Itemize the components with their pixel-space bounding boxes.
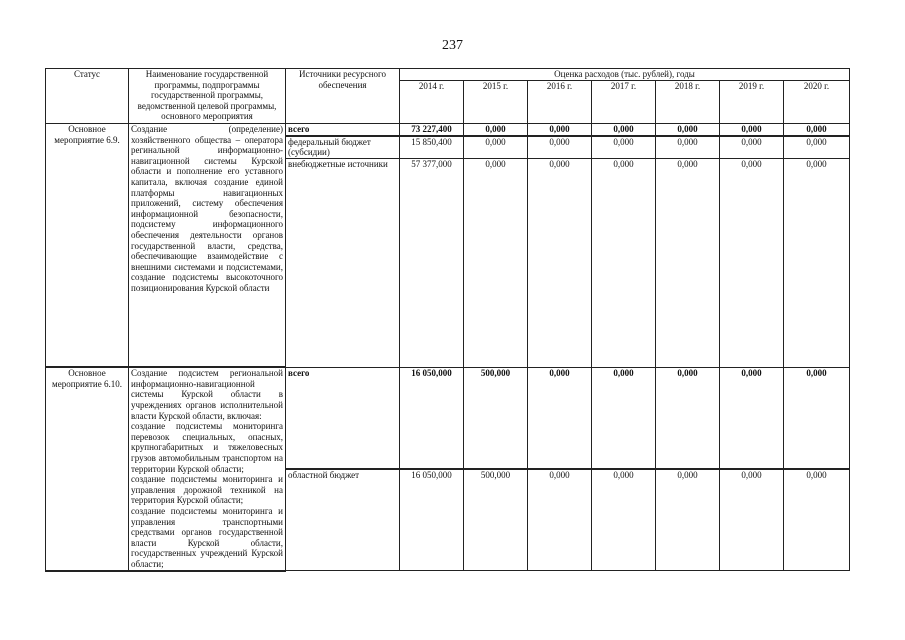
row-value: 73 227,400 xyxy=(400,124,464,136)
description-line: создание подсистемы мониторинга и управления дорожной техникой на территория Курской области; xyxy=(131,474,283,506)
row-source: областной бюджет xyxy=(286,469,400,571)
row-value: 0,000 xyxy=(528,136,592,159)
row-value: 0,000 xyxy=(528,124,592,136)
row-value: 0,000 xyxy=(592,136,656,159)
header-year: 2017 г. xyxy=(592,81,656,124)
row-value: 500,000 xyxy=(464,367,528,469)
row-value: 0,000 xyxy=(720,158,784,367)
description-line: Создание подсистем региональной информационно-навигационной системы Курской области в учреждениях органов исполнительной власти Курской области, включая: xyxy=(131,368,283,421)
row-value: 0,000 xyxy=(784,124,850,136)
row-value: 0,000 xyxy=(784,367,850,469)
header-status: Статус xyxy=(46,69,129,124)
row-value: 0,000 xyxy=(656,158,720,367)
row-value: 0,000 xyxy=(656,469,720,571)
header-sources: Источники ресурсного обеспечения xyxy=(286,69,400,124)
header-year: 2018 г. xyxy=(656,81,720,124)
row-value: 16 050,000 xyxy=(400,469,464,571)
header-row-1 xyxy=(46,69,850,81)
row-value: 0,000 xyxy=(720,124,784,136)
header-year: 2014 г. xyxy=(400,81,464,124)
description-line: создание подсистемы мониторинга перевозок специальных, опасных, крупногабаритных и тяжеловесных грузов автомобильным транспортом на территории Курской области; xyxy=(131,421,283,474)
header-estimate: Оценка расходов (тыс. рублей), годы xyxy=(400,69,850,81)
row-value: 57 377,000 xyxy=(400,158,464,367)
row-value: 0,000 xyxy=(656,124,720,136)
row-value: 0,000 xyxy=(592,124,656,136)
row-source: всего xyxy=(286,367,400,469)
row-value: 0,000 xyxy=(464,124,528,136)
row-value: 15 850,400 xyxy=(400,136,464,159)
row-value: 0,000 xyxy=(592,158,656,367)
header-year: 2015 г. xyxy=(464,81,528,124)
header-name: Наименование государственной программы, подпрограммы государственной программы, ведомственной целевой программы, основного мероприятия xyxy=(129,69,286,124)
row-value: 0,000 xyxy=(528,469,592,571)
row-value: 0,000 xyxy=(784,136,850,159)
row-status: Основное мероприятие 6.10. xyxy=(46,367,129,570)
row-value: 0,000 xyxy=(528,367,592,469)
table-row xyxy=(46,367,850,469)
row-value: 0,000 xyxy=(528,158,592,367)
row-value: 0,000 xyxy=(464,136,528,159)
row-value: 0,000 xyxy=(464,158,528,367)
budget-table xyxy=(45,68,850,572)
row-source: всего xyxy=(286,124,400,136)
header-year: 2020 г. xyxy=(784,81,850,124)
header-year: 2019 г. xyxy=(720,81,784,124)
row-value: 0,000 xyxy=(656,367,720,469)
row-value: 0,000 xyxy=(656,136,720,159)
table-row xyxy=(46,124,850,136)
row-value: 0,000 xyxy=(784,158,850,367)
page-number: 237 xyxy=(442,38,463,53)
row-value: 0,000 xyxy=(784,469,850,571)
row-value: 16 050,000 xyxy=(400,367,464,469)
row-value: 500,000 xyxy=(464,469,528,571)
row-value: 0,000 xyxy=(720,136,784,159)
row-source: федеральный бюджет (субсидии) xyxy=(286,136,400,159)
row-value: 0,000 xyxy=(592,367,656,469)
row-value: 0,000 xyxy=(720,367,784,469)
row-description xyxy=(129,367,286,570)
row-description: Создание (определение) хозяйственного общества – оператора регинальной информационно-навигационной системы Курской области и пополнение его уставного капитала, включая создание единой платформы навигационных приложений, систему обеспечения информационной безопасности, подсистему информационного обеспечения деятельности органов государственной власти, средства, обеспечивающие взаимодействие с внешними системами и подсистемами, создание подсистемы высокоточного позиционирования Курской области xyxy=(129,124,286,368)
row-status: Основное мероприятие 6.9. xyxy=(46,124,129,368)
header-year: 2016 г. xyxy=(528,81,592,124)
row-value: 0,000 xyxy=(592,469,656,571)
description-line: создание подсистемы мониторинга и управления транспортными средствами органов государственной власти Курской области, государственных учреждений Курской области; xyxy=(131,506,283,569)
row-value: 0,000 xyxy=(720,469,784,571)
row-source: внебюджетные источники xyxy=(286,158,400,367)
